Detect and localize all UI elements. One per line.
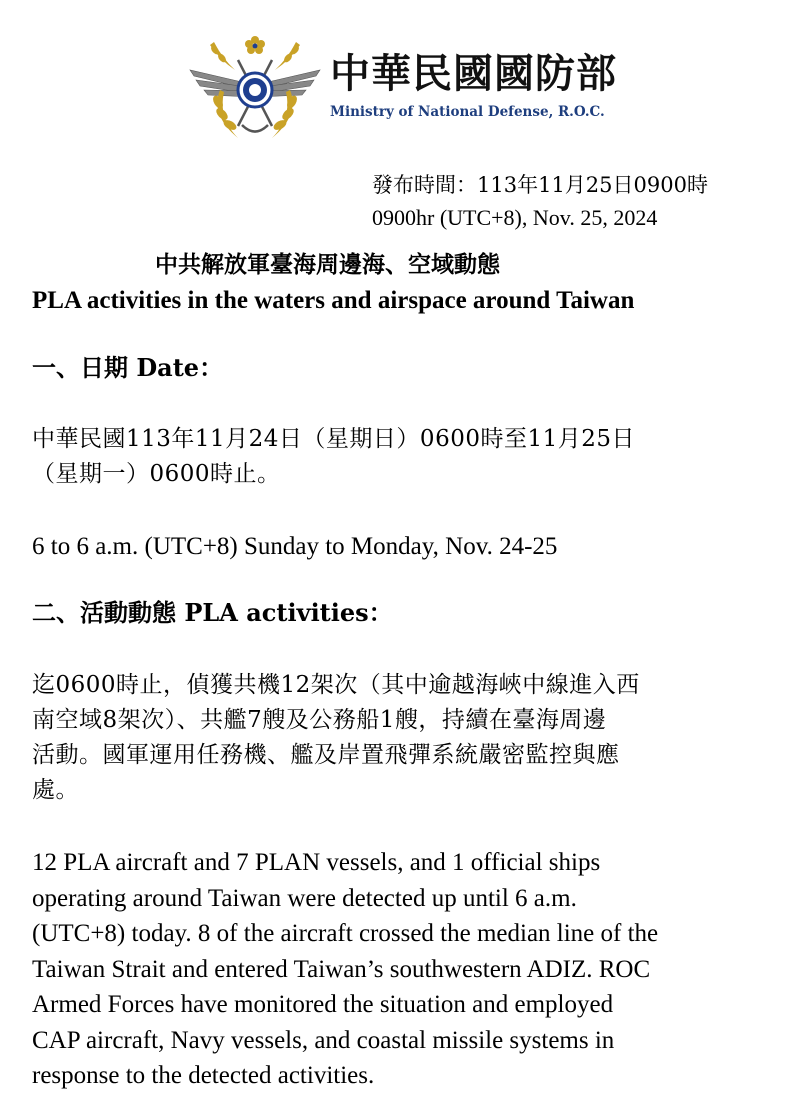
activities-text-en-line: 12 PLA aircraft and 7 PLAN vessels, and 1 official ships	[32, 849, 601, 876]
org-name-en: Ministry of National Defense, R.O.C.	[330, 104, 605, 120]
activities-text-en-line: response to the detected activities.	[32, 1062, 375, 1089]
activities-text-en	[32, 845, 777, 1094]
release-time-en: 0900hr (UTC+8), Nov. 25, 2024	[372, 205, 658, 230]
release-time-zh: 發布時間：113年11月25日0900時	[372, 173, 708, 197]
activities-text-zh-line: 處。	[32, 777, 79, 803]
date-text-zh-line: （星期一）0600時止。	[32, 461, 281, 487]
mnd-emblem-icon	[180, 30, 330, 145]
activities-text-en-line: (UTC+8) today. 8 of the aircraft crossed the median line of the	[32, 920, 659, 947]
activities-section-heading: 二、活動動態 PLA activities：	[32, 598, 393, 627]
activities-text-en-line: Armed Forces have monitored the situation and employed	[32, 991, 614, 1018]
activities-text-en-line: operating around Taiwan were detected up until 6 a.m.	[32, 884, 577, 912]
activities-text-en-line: CAP aircraft, Navy vessels, and coastal missile systems in	[32, 1026, 615, 1054]
activities-text-zh-line: 南空域8架次）、共艦7艘及公務船1艘，持續在臺海周邊	[32, 707, 607, 733]
org-name-zh: 中華民國國防部	[330, 51, 617, 97]
page-title-zh: 中共解放軍臺海周邊海、空域動態	[155, 251, 500, 278]
date-section-heading: 一、日期 Date：	[32, 353, 224, 382]
activities-text-zh-line: 活動。國軍運用任務機、艦及岸置飛彈系統嚴密監控與應	[32, 742, 620, 768]
activities-text-zh-line: 迄0600時止，偵獲共機12架次（其中逾越海峽中線進入西	[32, 672, 640, 698]
activities-text-en-line: Taiwan Strait and entered Taiwan’s southwestern ADIZ. ROC	[32, 955, 651, 983]
date-text-en: 6 to 6 a.m. (UTC+8) Sunday to Monday, Nov. 24-25	[32, 533, 558, 560]
page-title-en: PLA activities in the waters and airspace around Taiwan	[32, 287, 635, 314]
date-text-zh	[32, 422, 772, 492]
activities-text-zh	[32, 668, 772, 808]
date-text-zh-line: 中華民國113年11月24日（星期日）0600時至11月25日	[32, 426, 635, 452]
